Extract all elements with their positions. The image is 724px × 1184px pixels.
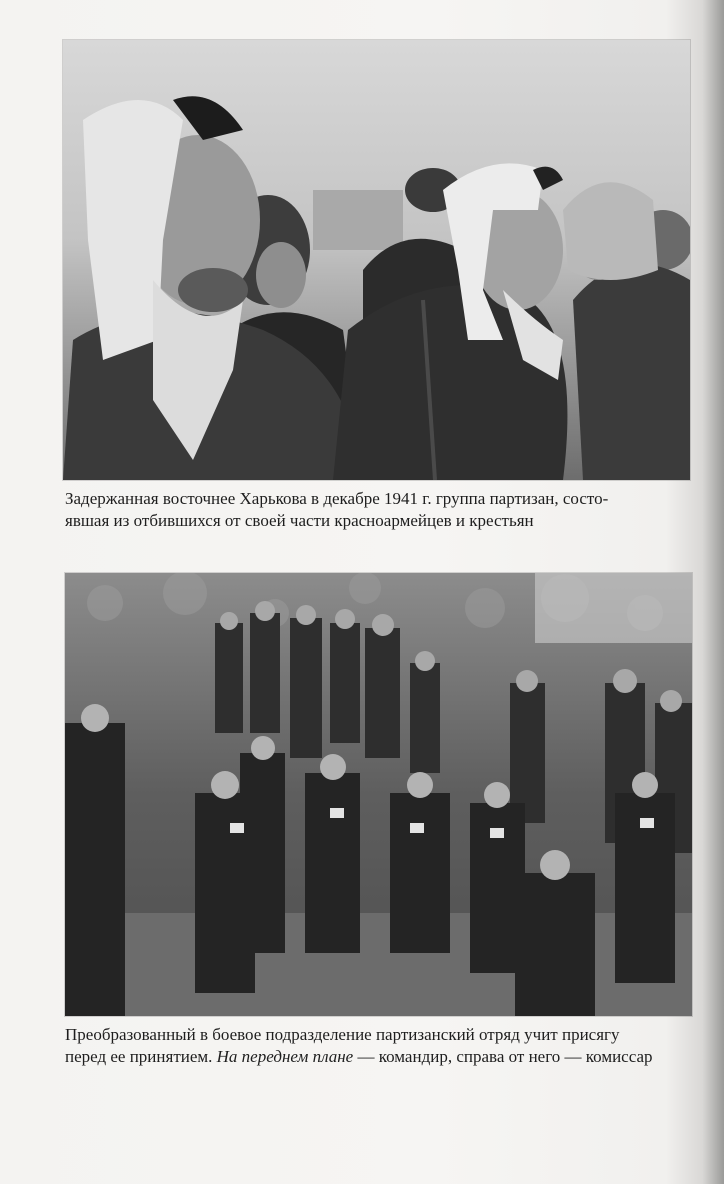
caption-emphasis: На переднем плане: [216, 1047, 354, 1066]
caption-text: перед ее принятием.: [65, 1047, 217, 1066]
caption-line: Преобразованный в боевое подразделение партизанский отряд учит присягу: [65, 1025, 620, 1044]
caption-photo-detained-partisans: [65, 488, 693, 532]
caption-line: [65, 1046, 695, 1068]
caption-photo-partisan-oath: [65, 1024, 695, 1068]
caption-line: Задержанная восточнее Харькова в декабре 1941 г. группа партизан, состо-: [65, 489, 609, 508]
caption-text: — командир, справа от него — комиссар: [353, 1047, 653, 1066]
caption-line: явшая из отбившихся от своей части красноармейцев и крестьян: [65, 511, 534, 530]
photo-partisan-oath: [65, 573, 692, 1016]
photo-detained-partisans: [63, 40, 690, 480]
